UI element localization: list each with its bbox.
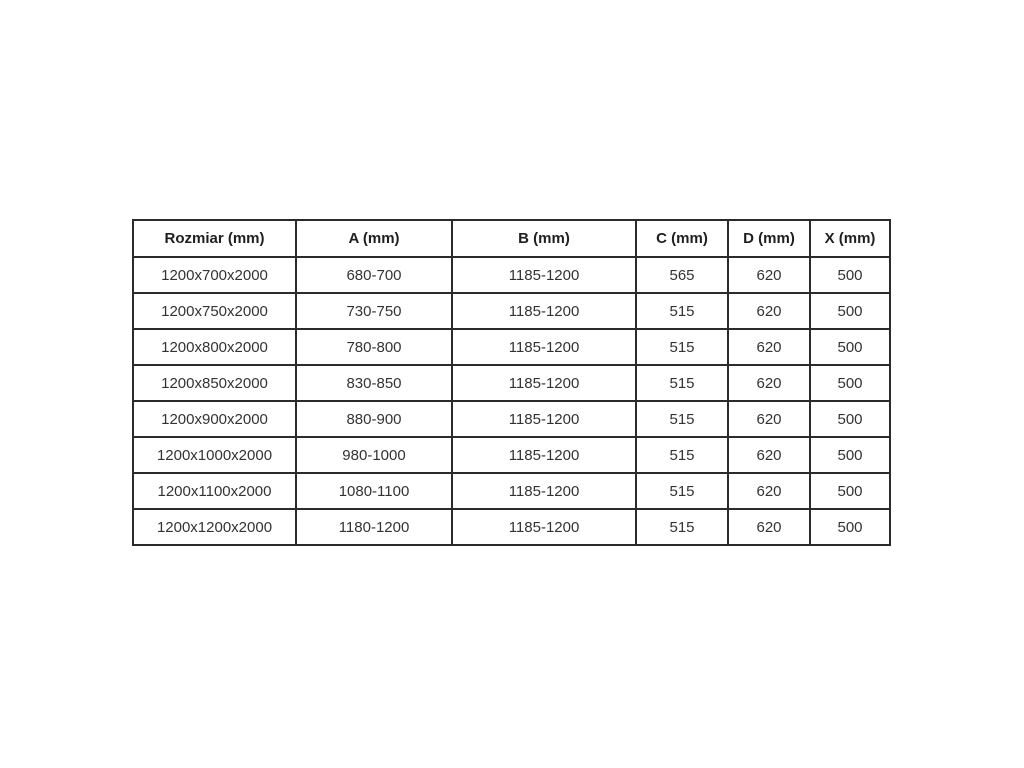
- cell-a: 680-700: [296, 257, 452, 293]
- cell-d: 620: [728, 401, 810, 437]
- cell-c: 515: [636, 365, 728, 401]
- cell-c: 565: [636, 257, 728, 293]
- table-body: [133, 257, 890, 545]
- table-row: [133, 329, 890, 365]
- cell-b: 1185-1200: [452, 509, 636, 545]
- cell-rozmiar: 1200x1100x2000: [133, 473, 296, 509]
- column-header-x: X (mm): [810, 220, 890, 257]
- table-row: [133, 401, 890, 437]
- cell-a: 880-900: [296, 401, 452, 437]
- cell-x: 500: [810, 401, 890, 437]
- table-row: [133, 437, 890, 473]
- column-header-c: C (mm): [636, 220, 728, 257]
- cell-x: 500: [810, 293, 890, 329]
- cell-b: 1185-1200: [452, 401, 636, 437]
- cell-rozmiar: 1200x750x2000: [133, 293, 296, 329]
- cell-d: 620: [728, 365, 810, 401]
- column-header-d: D (mm): [728, 220, 810, 257]
- table-row: [133, 257, 890, 293]
- size-specification-table: [132, 219, 891, 546]
- table-row: [133, 365, 890, 401]
- cell-d: 620: [728, 293, 810, 329]
- cell-b: 1185-1200: [452, 329, 636, 365]
- cell-rozmiar: 1200x1000x2000: [133, 437, 296, 473]
- cell-b: 1185-1200: [452, 257, 636, 293]
- column-header-b: B (mm): [452, 220, 636, 257]
- cell-x: 500: [810, 437, 890, 473]
- cell-c: 515: [636, 509, 728, 545]
- cell-b: 1185-1200: [452, 437, 636, 473]
- cell-c: 515: [636, 401, 728, 437]
- cell-d: 620: [728, 257, 810, 293]
- cell-a: 780-800: [296, 329, 452, 365]
- cell-b: 1185-1200: [452, 293, 636, 329]
- cell-d: 620: [728, 509, 810, 545]
- cell-d: 620: [728, 437, 810, 473]
- cell-c: 515: [636, 437, 728, 473]
- size-specification-table-container: [132, 219, 891, 546]
- cell-rozmiar: 1200x900x2000: [133, 401, 296, 437]
- cell-a: 980-1000: [296, 437, 452, 473]
- cell-a: 830-850: [296, 365, 452, 401]
- cell-d: 620: [728, 473, 810, 509]
- cell-x: 500: [810, 329, 890, 365]
- cell-rozmiar: 1200x1200x2000: [133, 509, 296, 545]
- column-header-a: A (mm): [296, 220, 452, 257]
- table-row: [133, 473, 890, 509]
- cell-d: 620: [728, 329, 810, 365]
- table-header-row: [133, 220, 890, 257]
- cell-x: 500: [810, 365, 890, 401]
- cell-x: 500: [810, 257, 890, 293]
- cell-a: 730-750: [296, 293, 452, 329]
- cell-c: 515: [636, 473, 728, 509]
- cell-c: 515: [636, 293, 728, 329]
- cell-x: 500: [810, 473, 890, 509]
- cell-a: 1080-1100: [296, 473, 452, 509]
- cell-x: 500: [810, 509, 890, 545]
- cell-a: 1180-1200: [296, 509, 452, 545]
- table-row: [133, 509, 890, 545]
- cell-b: 1185-1200: [452, 473, 636, 509]
- cell-b: 1185-1200: [452, 365, 636, 401]
- cell-rozmiar: 1200x800x2000: [133, 329, 296, 365]
- column-header-rozmiar: Rozmiar (mm): [133, 220, 296, 257]
- table-header: [133, 220, 890, 257]
- cell-rozmiar: 1200x850x2000: [133, 365, 296, 401]
- table-row: [133, 293, 890, 329]
- cell-rozmiar: 1200x700x2000: [133, 257, 296, 293]
- cell-c: 515: [636, 329, 728, 365]
